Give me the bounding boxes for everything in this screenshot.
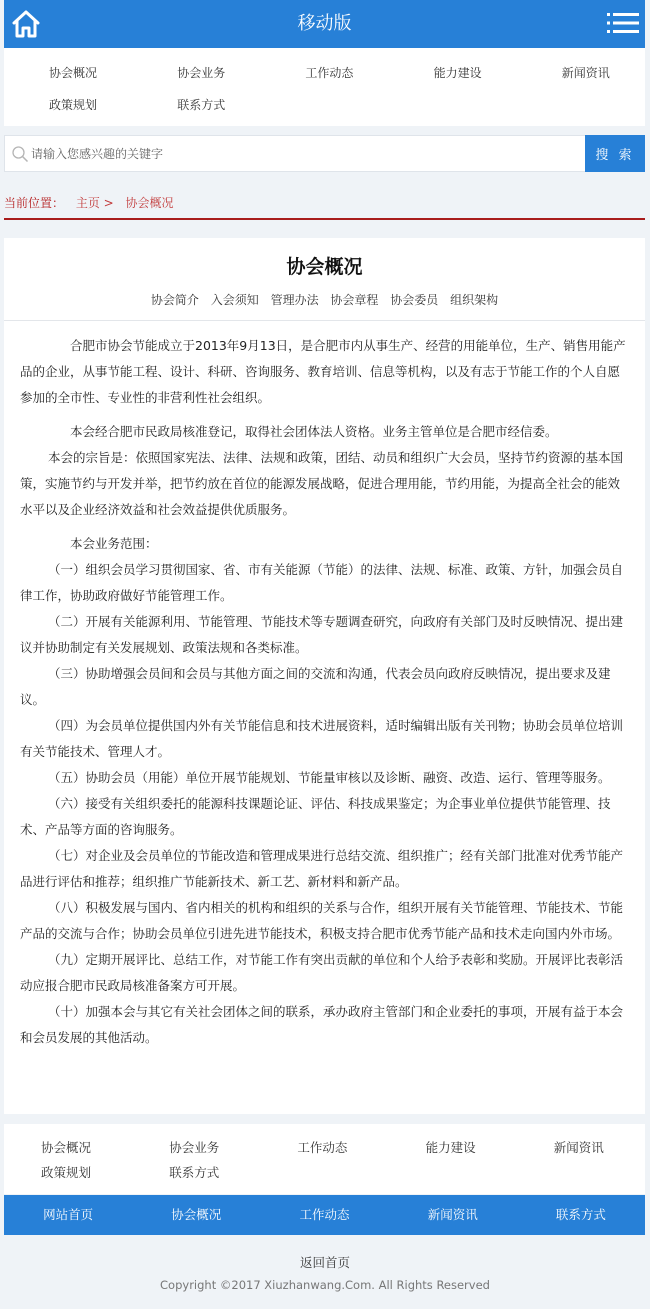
bottom-bar-item[interactable]: 新闻资讯: [427, 1207, 478, 1222]
scope-item: （五）协助会员（用能）单位开展节能规划、节能量审核以及诊断、融资、改造、运行、管理等服务。: [48, 770, 611, 785]
bottom-bar-item[interactable]: 协会概况: [171, 1207, 222, 1222]
footer-nav-item[interactable]: 能力建设: [425, 1140, 476, 1155]
footer-nav-item[interactable]: 新闻资讯: [553, 1140, 604, 1155]
header-bar: [4, 0, 645, 48]
breadcrumb-home-link[interactable]: 主页 >: [75, 196, 114, 210]
footer-nav: [4, 1124, 645, 1194]
scope-item: （九）定期开展评比、总结工作，对节能工作有突出贡献的单位和个人给予表彰和奖励。开展评比表彰活动应报合肥市民政局核准备案方可开展。: [20, 952, 624, 993]
article-body: [4, 321, 645, 1051]
footer-nav-item[interactable]: 联系方式: [169, 1165, 220, 1180]
scope-item: （一）组织会员学习贯彻国家、省、市有关能源（节能）的法律、法规、标准、政策、方针，加强会员自律工作，协助政府做好节能管理工作。: [20, 562, 624, 603]
sub-nav-item[interactable]: 组织架构: [450, 293, 499, 307]
scope-item: （六）接受有关组织委托的能源科技课题论证、评估、科技成果鉴定；为企事业单位提供节能管理、技术、产品等方面的咨询服务。: [20, 796, 611, 837]
scope-item: （四）为会员单位提供国内外有关节能信息和技术进展资料，适时编辑出版有关刊物；协助会员单位培训有关节能技术、管理人才。: [20, 718, 624, 759]
scope-heading: 本会业务范围：: [70, 536, 158, 551]
breadcrumb: [4, 195, 645, 220]
top-nav-item[interactable]: 工作动态: [305, 66, 354, 80]
sub-nav-item[interactable]: 入会须知: [210, 293, 259, 307]
sub-nav-item[interactable]: 协会章程: [330, 293, 379, 307]
footer-nav-item[interactable]: 协会业务: [169, 1140, 220, 1155]
page-title: 协会概况: [286, 256, 363, 278]
top-nav-item[interactable]: 联系方式: [177, 98, 226, 112]
bottom-bar-item[interactable]: 网站首页: [43, 1207, 94, 1222]
bottom-bar-item[interactable]: 工作动态: [299, 1207, 350, 1222]
top-nav-item[interactable]: 协会业务: [177, 66, 226, 80]
search-button[interactable]: 搜 索: [585, 135, 645, 172]
top-nav-item[interactable]: 政策规划: [49, 98, 98, 112]
scope-item: （三）协助增强会员间和会员与其他方面之间的交流和沟通，代表会员向政府反映情况，提出要求及建议。: [20, 666, 611, 707]
site-title: 移动版: [297, 13, 352, 34]
menu-list-icon[interactable]: [607, 11, 639, 35]
footer-nav-item[interactable]: 协会概况: [41, 1140, 92, 1155]
scope-item: （八）积极发展与国内、省内相关的机构和组织的关系与合作，组织开展有关节能管理、节能技术、节能产品的交流与合作；协助会员单位引进先进节能技术，积极支持合肥市优秀节能产品和技术走向国内外市场。: [20, 900, 624, 941]
sub-nav: [4, 292, 645, 321]
footer-nav-item[interactable]: 工作动态: [297, 1140, 348, 1155]
breadcrumb-label: 当前位置：: [4, 196, 65, 210]
scope-item: （七）对企业及会员单位的节能改造和管理成果进行总结交流、组织推广；经有关部门批准对优秀节能产品进行评估和推荐；组织推广节能新技术、新工艺、新材料和新产品。: [20, 848, 624, 889]
footer-nav-item[interactable]: 政策规划: [41, 1165, 92, 1180]
content-panel: [4, 238, 645, 1114]
back-home-link[interactable]: 返回首页: [299, 1255, 350, 1270]
breadcrumb-current[interactable]: 协会概况: [125, 196, 174, 210]
search-bar: [4, 135, 645, 172]
scope-item: （二）开展有关能源利用、节能管理、节能技术等专题调查研究，向政府有关部门及时反映情况、提出建议并协助制定有关发展规划、政策法规和各类标准。: [20, 614, 624, 655]
copyright-text: Copyright ©2017 Xiuzhanwang.Com. All Rights Reserved: [160, 1278, 490, 1292]
top-nav: [4, 48, 645, 126]
paragraph-intro: 合肥市协会节能成立于2013年9月13日，是合肥市内从事生产、经营的用能单位，生产、销售用能产品的企业，从事节能工程、设计、科研、咨询服务、教育培训、信息等机构，以及有志于节能工作的个人自愿参加的全市性、专业性的非营利性社会组织。: [20, 338, 626, 405]
sub-nav-item[interactable]: 协会委员: [390, 293, 439, 307]
sub-nav-item[interactable]: 协会简介: [150, 293, 199, 307]
top-nav-item[interactable]: 协会概况: [49, 66, 98, 80]
sub-nav-item[interactable]: 管理办法: [270, 293, 319, 307]
search-icon: [11, 145, 29, 163]
search-input[interactable]: [31, 136, 581, 171]
scope-item: （十）加强本会与其它有关社会团体之间的联系，承办政府主管部门和企业委托的事项，开展有益于本会和会员发展的其他活动。: [20, 1004, 624, 1045]
top-nav-item[interactable]: 新闻资讯: [561, 66, 610, 80]
top-nav-item[interactable]: 能力建设: [433, 66, 482, 80]
paragraph-registration: 本会经合肥市民政局核准登记，取得社会团体法人资格。业务主管单位是合肥市经信委。: [70, 424, 558, 439]
bottom-bar-item[interactable]: 联系方式: [555, 1207, 606, 1222]
bottom-nav-bar: [4, 1195, 645, 1235]
paragraph-purpose: 本会的宗旨是：依照国家宪法、法律、法规和政策，团结、动员和组织广大会员，坚持节约资源的基本国策，实施节约与开发并举，把节约放在首位的能源发展战略，促进合理用能，节约用能，为提高全社会的能效水平以及企业经济效益和社会效益提供优质服务。: [20, 450, 624, 517]
